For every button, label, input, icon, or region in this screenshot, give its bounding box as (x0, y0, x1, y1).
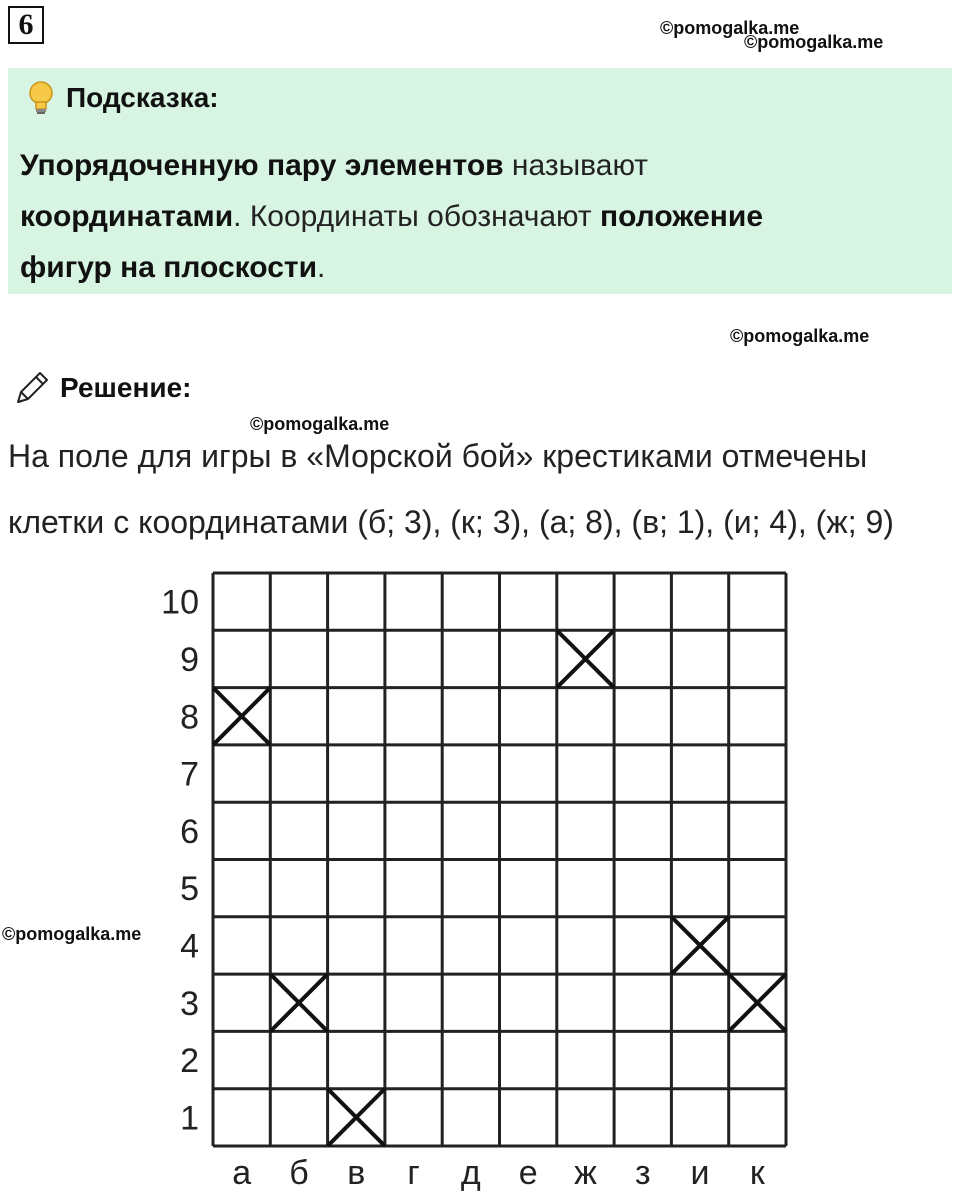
column-label: д (460, 1154, 481, 1192)
column-label: ж (574, 1154, 597, 1192)
row-label: 10 (161, 583, 199, 622)
hint-title: Подсказка: (66, 82, 219, 113)
column-label: б (289, 1154, 309, 1192)
solution-line-1: На поле для игры в «Морской бой» крестиками отмечены (8, 438, 868, 474)
column-label: к (749, 1154, 765, 1192)
row-label: 4 (180, 927, 199, 966)
row-label: 5 (180, 870, 199, 909)
watermark: ©pomogalka.me (250, 414, 390, 434)
row-label: 2 (180, 1042, 199, 1081)
column-label: г (407, 1154, 420, 1192)
watermark: ©pomogalka.me (2, 924, 142, 944)
row-label: 8 (180, 698, 199, 737)
watermark: ©pomogalka.me (744, 32, 884, 52)
solution-title: Решение: (60, 372, 192, 403)
task-number: 6 (8, 6, 44, 44)
row-label: 6 (180, 812, 199, 851)
column-label: а (232, 1154, 252, 1192)
column-label: и (690, 1154, 710, 1192)
row-label: 7 (180, 755, 199, 794)
watermark: ©pomogalka.me (660, 18, 800, 38)
solution-line-2: клетки с координатами (б; 3), (к; 3), (а; 8), (в; 1), (и; 4), (ж; 9) (8, 504, 894, 540)
row-label: 3 (180, 984, 199, 1023)
column-label: е (518, 1154, 538, 1192)
watermark: ©pomogalka.me (730, 326, 870, 346)
hint-text: Упорядоченную пару элементов называют координатами. Координаты обозначают положение фигур на плоскости. (20, 149, 764, 284)
row-label: 9 (180, 640, 199, 679)
column-label: в (347, 1154, 366, 1192)
row-label: 1 (180, 1099, 199, 1138)
column-label: з (634, 1154, 651, 1192)
